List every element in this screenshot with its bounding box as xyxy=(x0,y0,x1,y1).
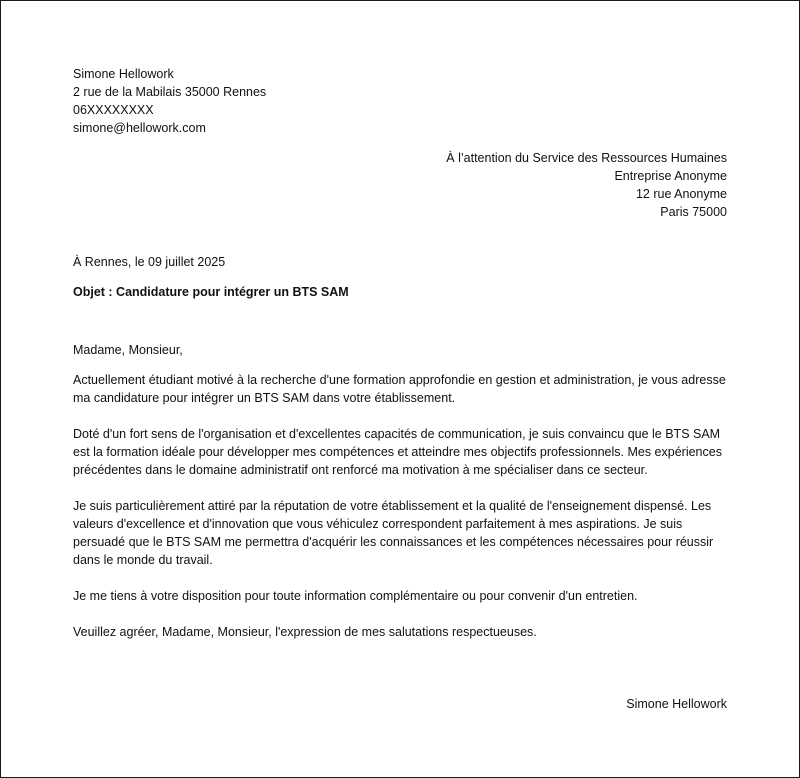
letter-paragraph: Je suis particulièrement attiré par la réputation de votre établissement et la qualité de l'enseignement dispensé. Les valeurs d'excellence et d'innovation que vous véhiculez correspondent parfaitement à mes aspirations. Je suis persuadé que le BTS SAM me permettra d'acquérir les connaissances et les compétences nécessaires pour réussir dans le monde du travail. xyxy=(73,499,714,567)
sender-phone: 06XXXXXXXX xyxy=(73,103,154,117)
subject-line: Objet : Candidature pour intégrer un BTS SAM xyxy=(73,285,349,299)
sender-email: simone@hellowork.com xyxy=(73,121,206,135)
letter-closing: Veuillez agréer, Madame, Monsieur, l'expression de mes salutations respectueuses. xyxy=(73,625,537,639)
recipient-city: Paris 75000 xyxy=(660,205,727,219)
recipient-company: Entreprise Anonyme xyxy=(614,169,727,183)
letter-body xyxy=(73,341,729,659)
letter-paragraph: Je me tiens à votre disposition pour toute information complémentaire ou pour convenir d'un entretien. xyxy=(73,589,638,603)
letter-greeting: Madame, Monsieur, xyxy=(73,343,183,357)
date-line: À Rennes, le 09 juillet 2025 xyxy=(73,255,226,269)
letter-paragraph: Actuellement étudiant motivé à la recherche d'une formation approfondie en gestion et administration, je vous adresse ma candidature pour intégrer un BTS SAM dans votre établissement. xyxy=(73,373,726,405)
recipient-block xyxy=(327,149,727,221)
sender-block xyxy=(73,65,473,137)
recipient-street: 12 rue Anonyme xyxy=(635,187,727,201)
letter-paragraph: Doté d'un fort sens de l'organisation et d'excellentes capacités de communication, je suis convaincu que le BTS SAM est la formation idéale pour développer mes compétences et atteindre mes objectifs professionnels. Mes expériences précédentes dans le domaine administratif ont renforcé ma motivation à me spécialiser dans ce secteur. xyxy=(73,427,722,477)
signature: Simone Hellowork xyxy=(626,697,727,711)
recipient-attention: À l’attention du Service des Ressources Humaines xyxy=(446,151,727,165)
sender-address: 2 rue de la Mabilais 35000 Rennes xyxy=(73,85,267,99)
sender-name: Simone Hellowork xyxy=(73,67,174,81)
